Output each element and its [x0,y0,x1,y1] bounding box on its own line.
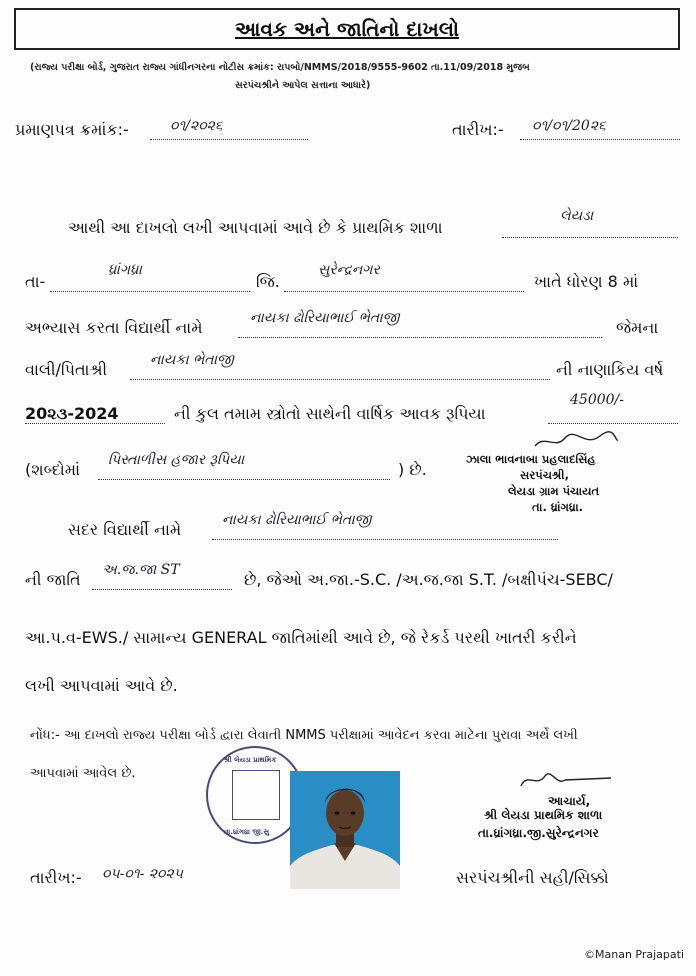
caste-value: અ.જ.જા ST [102,562,180,578]
cert-no-line [150,139,308,140]
footer-sign-label: સરપંચશ્રીની સહી/સિક્કો [456,868,609,887]
student-label: અભ્યાસ કરતા વિદ્યાર્થી નામે [25,318,203,337]
caste-line [92,589,232,590]
fy-text: ની નાણાકિય વર્ષ [556,360,664,379]
caste-text: છે, જેઓ અ.જા.-S.C. /અ.જ.જા S.T. /બક્ષીપંચ-SEBC/ [244,570,613,589]
stamp-top-text: શ્રી લેયડા પ્રાથમિક [224,756,277,764]
cert-no-value: ૦૧/૨૦૨૬ [170,118,223,134]
words-line [98,479,390,480]
school-value: લેયડા [560,208,594,224]
district-line [284,291,524,292]
income-value: 45000/- [570,392,624,408]
words-label: (શબ્દોમાં [25,460,80,479]
student-value: નાયકા ઢોરિયાભાઈ ભેતાજી [250,310,400,326]
footer-date-label: તારીખ:- [30,868,82,887]
stamp-inner-box [232,770,280,820]
last-line: લખી આપવામાં આવે છે. [25,676,178,695]
sadar-label: સદર વિદ્યાર્થી નામે [68,520,182,539]
sarpanch-signature [530,430,620,452]
guardian-value: નાયકા ભેતાજી [150,352,234,368]
ews-line: આ.પ.વ-EWS./ સામાન્ય GENERAL જાતિમાંથી આવે છે, જે રેકર્ડ પરથી ખાતરી કરીને [25,628,577,647]
income-text: ની કુલ તમામ સ્ત્રોતો સાથેની વાર્ષિક આવક રૂપિયા [174,404,486,423]
body-line-1: આથી આ દાખલો લખી આપવામાં આવે છે કે પ્રાથમિક શાળા [68,218,443,237]
date-label: તારીખ:- [452,120,504,139]
stamp-bottom-text: તા.ધ્રાંગધ્રા જી.સુ [224,828,270,836]
note-line-2: આપવામાં આવેલ છે. [30,766,136,781]
district-value: સુરેન્દ્રનગર [318,262,380,278]
school-line [502,237,678,238]
words-close: ) છે. [398,460,427,479]
sarpanch-role: સરપંચશ્રી, [520,468,569,482]
note-line-1: નોંધ:- આ દાખલો રાજ્ય પરીક્ષા બોર્ડ દ્વારા લેવાતી NMMS પરીક્ષામાં આવેદન કરવા માટેના પુરાવા અર્થે લખી [30,728,578,743]
sadar-value: નાયકા ઢોરિયાભાઈ ભેતાજી [222,512,372,528]
principal-address: તા.ધ્રાંગધ્રા.જી.સુરેન્દ્રનગર [478,826,599,840]
words-value: પિસ્તાળીસ હજાર રૂપિયા [108,452,245,468]
notice-line-2: સરપંચશ્રીને આપેલ સત્તાના આધારે) [235,80,371,91]
district-label: જિ. [256,272,280,291]
cert-no-label: પ્રમાણપત્ર ક્રમાંક:- [15,120,129,139]
jemna-text: જેમના [616,318,659,337]
date-line [520,139,680,140]
principal-role: આચાર્ય, [548,794,591,808]
taluka-line [50,291,250,292]
watermark: ©Manan Prajapati [584,948,685,961]
sadar-line [212,539,558,540]
date-value: ૦૧/૦૧/20૨૬ [532,118,606,134]
principal-signature [515,766,615,794]
guardian-label: વાલી/પિતાશ્રી [25,360,108,379]
year-line [25,423,165,424]
taluka-value: ધ્રાંગધ્રા [108,262,142,278]
footer-date-value: ૦૫-૦૧- ૨૦૨૫ [102,866,183,882]
sarpanch-org: લેયડા ગ્રામ પંચાયત [508,484,600,498]
sarpanch-name: ઝાલા ભાવનાબા પ્રહલાદસિંહ [466,452,596,466]
student-photo [290,771,400,889]
taluka-label: તા- [25,272,46,291]
page-title: આવક અને જાતિનો દાખલો [235,17,459,41]
income-line [548,423,678,424]
year-value: 20૨૩-2024 [25,404,119,423]
principal-school: શ્રી લેયડા પ્રાથમિક શાળા [484,808,603,822]
sarpanch-taluka: તા. ધ્રાંગધ્રા. [532,500,584,514]
guardian-line [130,379,550,380]
title-box [14,8,680,50]
notice-line-1: (રાજ્ય પરીક્ષા બોર્ડ, ગુજરાત રાજ્ય ગાંધીનગરના નોટીસ ક્રમાંક: રાપબો/NMMS/2018/9555-9602 તા.11/09/2018 મુજબ [30,62,530,73]
student-line [238,337,602,338]
caste-label: ની જાતિ [25,570,81,589]
standard-text: ખાતે ધોરણ 8 માં [534,272,639,291]
